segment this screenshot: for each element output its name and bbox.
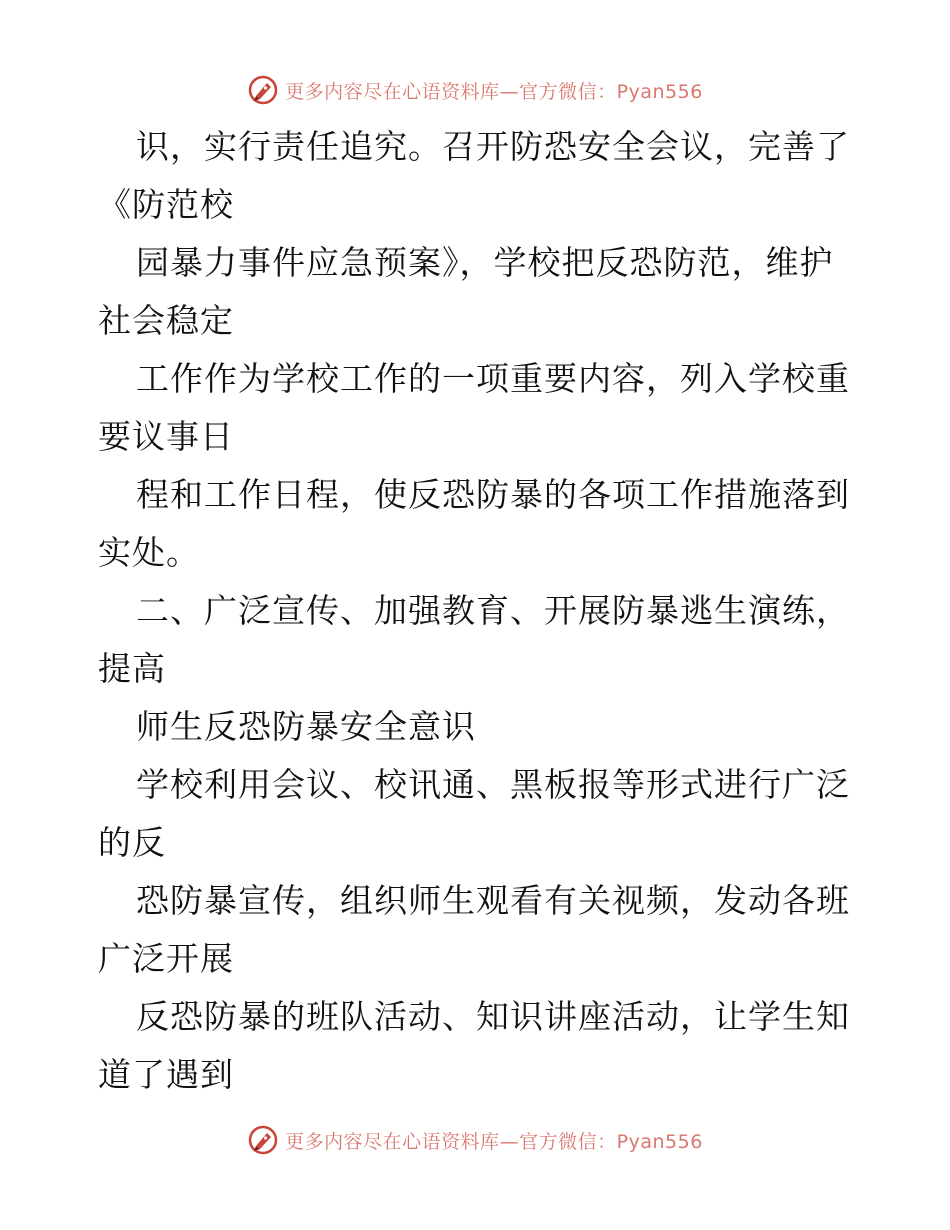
footer-banner-text: 更多内容尽在心语资料库—官方微信：Pyan556	[285, 1130, 703, 1153]
section-heading-line: 二、广泛宣传、加强教育、开展防暴逃生演练，	[136, 591, 850, 630]
body-line: 工作作为学校工作的一项重要内容，列入学校重	[136, 359, 850, 398]
body-line: 实处。	[98, 533, 200, 572]
section-heading-line: 提高	[98, 649, 166, 688]
body-line: 《防范校	[98, 185, 234, 224]
pen-logo-icon	[247, 1124, 279, 1156]
pen-logo-icon	[247, 74, 279, 106]
section-heading-line: 师生反恐防暴安全意识	[136, 707, 476, 746]
body-line: 道了遇到	[98, 1055, 234, 1094]
body-line: 反恐防暴的班队活动、知识讲座活动，让学生知	[136, 997, 850, 1036]
body-line: 识，实行责任追究。召开防恐安全会议，完善了	[136, 127, 850, 166]
header-banner-text: 更多内容尽在心语资料库—官方微信：Pyan556	[285, 80, 703, 103]
body-line: 恐防暴宣传，组织师生观看有关视频，发动各班	[136, 881, 850, 920]
document-body	[98, 118, 858, 1104]
body-line: 学校利用会议、校讯通、黑板报等形式进行广泛	[136, 765, 850, 804]
footer-banner	[0, 1120, 950, 1160]
body-line: 程和工作日程，使反恐防暴的各项工作措施落到	[136, 475, 850, 514]
body-line: 的反	[98, 823, 166, 862]
body-line: 园暴力事件应急预案》，学校把反恐防范，维护	[136, 243, 834, 282]
header-banner	[0, 70, 950, 110]
body-line: 要议事日	[98, 417, 234, 456]
body-line: 广泛开展	[98, 939, 234, 978]
body-line: 社会稳定	[98, 301, 234, 340]
